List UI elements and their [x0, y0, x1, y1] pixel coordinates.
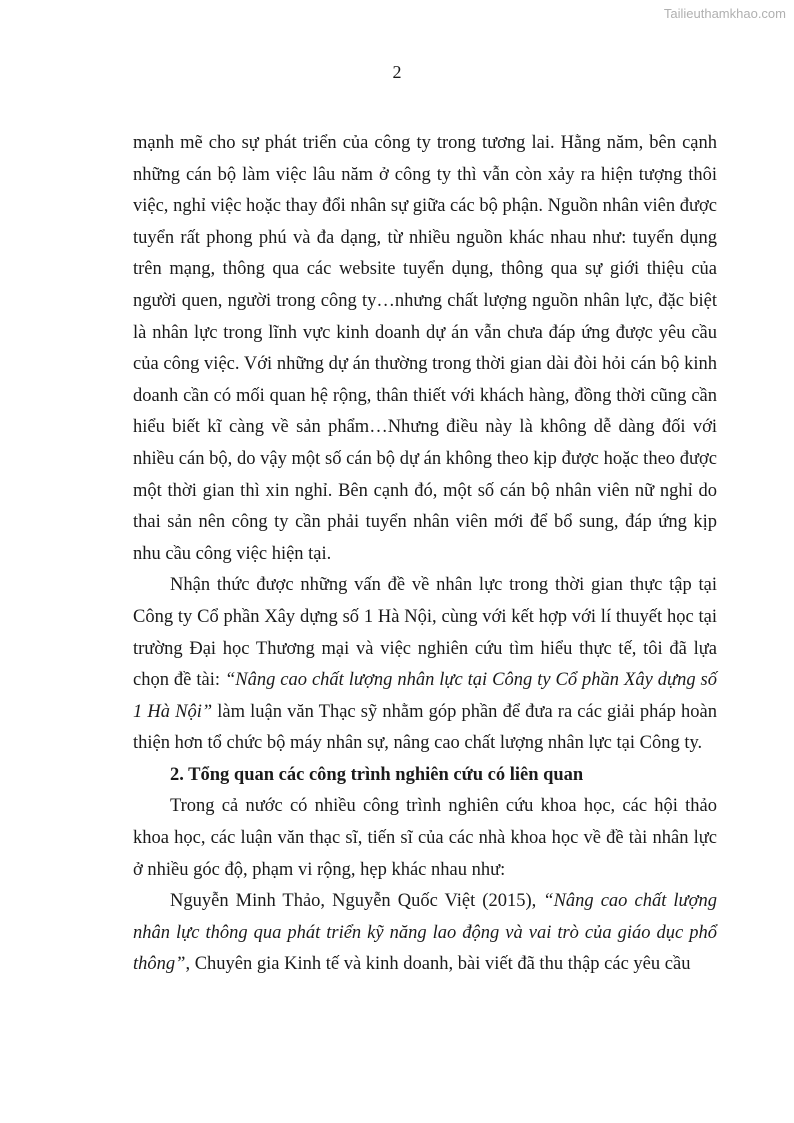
citation-title: “Nâng cao chất lượng nhân lực thông qua phát triển kỹ năng lao động và vai trò của giáo dục phổ thông”: [133, 891, 717, 975]
paragraph-topic-choice: [133, 570, 717, 760]
paragraph-continuation: mạnh mẽ cho sự phát triển của công ty trong tương lai. Hằng năm, bên cạnh những cán bộ làm việc lâu năm ở công ty thì vẫn còn xảy ra hiện tượng thôi việc, nghỉ việc hoặc thay đổi nhân sự giữa các bộ phận. Nguồn nhân viên được tuyển rất phong phú và đa dạng, từ nhiều nguồn khác nhau như: tuyển dụng trên mạng, thông qua các website tuyển dụng, thông qua sự giới thiệu của người quen, người trong công ty…nhưng chất lượng nguồn nhân lực, đặc biệt là nhân lực trong lĩnh vực kinh doanh dự án vẫn chưa đáp ứng được yêu cầu của công việc. Với những dự án thường trong thời gian dài đòi hỏi cán bộ kinh doanh cần có mối quan hệ rộng, thân thiết với khách hàng, đồng thời cũng cần hiểu biết kĩ càng về sản phẩm…Nhưng điều này là không dễ dàng đối với nhiều cán bộ, do vậy một số cán bộ dự án không theo kịp được hoặc theo được một thời gian thì xin nghỉ. Bên cạnh đó, một số cán bộ nhân viên nữ nghỉ do thai sản nên công ty cần phải tuyển nhân viên mới để bổ sung, đáp ứng kịp nhu cầu công việc hiện tại.: [133, 133, 717, 564]
page-number: 2: [392, 62, 402, 82]
document-body: [133, 128, 717, 981]
paragraph-overview: Trong cả nước có nhiều công trình nghiên cứu khoa học, các hội thảo khoa học, các luận văn thạc sĩ, tiến sĩ của các nhà khoa học về đề tài nhân lực ở nhiều góc độ, phạm vi rộng, hẹp khác nhau như:: [133, 796, 717, 880]
paragraph-citation: [133, 886, 717, 981]
thesis-title: “Nâng cao chất lượng nhân lực tại Công ty Cổ phần Xây dựng số 1 Hà Nội”: [133, 670, 717, 722]
paragraph-text: làm luận văn Thạc sỹ nhằm góp phần để đưa ra các giải pháp hoàn thiện hơn tổ chức bộ máy nhân sự, nâng cao chất lượng nhân lực tại Công ty.: [133, 701, 717, 754]
citation-authors: Nguyễn Minh Thảo, Nguyễn Quốc Việt (2015),: [170, 891, 544, 912]
section-heading: 2. Tổng quan các công trình nghiên cứu có liên quan: [170, 764, 584, 785]
watermark: Tailieuthamkhao.com: [663, 6, 786, 21]
paragraph-text: Nhận thức được những vấn đề về nhân lực trong thời gian thực tập tại Công ty Cổ phần Xây dựng số 1 Hà Nội, cùng với kết hợp với lí thuyết học tại trường Đại học Thương mại và việc nghiên cứu tìm hiểu thực tế, tôi đã lựa chọn đề tài:: [133, 575, 717, 691]
paragraph-text: , Chuyên gia Kinh tế và kinh doanh, bài viết đã thu thập các yêu cầu: [185, 954, 691, 975]
